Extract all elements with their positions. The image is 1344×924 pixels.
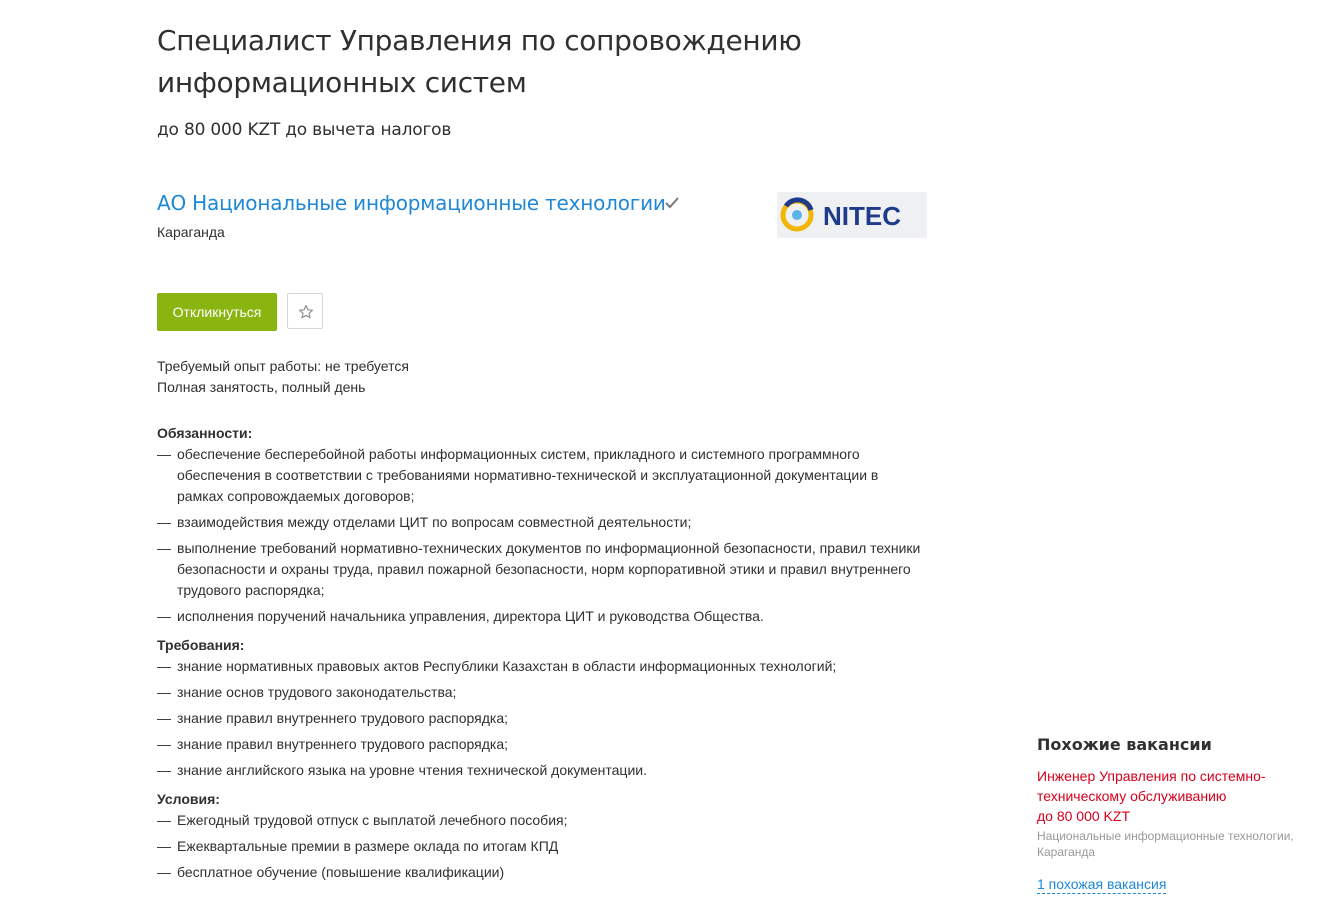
list-item: — знание нормативных правовых актов Республики Казахстан в области информационных технологий; — [157, 656, 927, 677]
employment-text: Полная занятость, полный день — [157, 379, 366, 395]
similar-vacancy-link[interactable]: Инженер Управления по системно-техническому обслуживанию — [1037, 768, 1266, 804]
list-item: — бесплатное обучение (повышение квалификации) — [157, 862, 927, 883]
vacancy-meta — [157, 356, 409, 398]
list-item: — знание правил внутреннего трудового распорядка; — [157, 734, 927, 755]
vacancy-title: Специалист Управления по сопровождению информационных систем — [157, 24, 802, 99]
list-item: — обеспечение бесперебойной работы информационных систем, прикладного и системного программного обеспечения в соответствии с требованиями нормативно-технической и эксплуатационной документации в рамках сопровождаемых договоров; — [157, 444, 927, 507]
company-city: Караганда — [157, 224, 225, 240]
more-similar-link[interactable]: 1 похожая вакансия — [1037, 876, 1167, 892]
star-icon — [298, 304, 314, 320]
logo-text: NITEC — [823, 201, 901, 231]
list-item: — знание правил внутреннего трудового распорядка; — [157, 708, 927, 729]
conditions-section — [157, 789, 927, 883]
similar-vacancies-title: Похожие вакансии — [1037, 735, 1212, 754]
list-item: — исполнения поручений начальника управления, директора ЦИТ и руководства Общества. — [157, 606, 927, 627]
conditions-title: Условия: — [157, 791, 220, 807]
duties-section — [157, 423, 927, 627]
list-item: — взаимодействия между отделами ЦИТ по вопросам совместной деятельности; — [157, 512, 927, 533]
favorite-button[interactable] — [287, 293, 323, 329]
requirements-section — [157, 635, 927, 781]
list-item: — знание английского языка на уровне чтения технической документации. — [157, 760, 927, 781]
requirements-title: Требования: — [157, 637, 245, 653]
vacancy-salary: до 80 000 KZT до вычета налогов — [157, 120, 452, 140]
similar-vacancy-company: Национальные информационные технологии, Караганда — [1037, 829, 1294, 859]
similar-vacancy-salary: до 80 000 KZT — [1037, 808, 1130, 824]
list-item: — выполнение требований нормативно-технических документов по информационной безопасности, правил техники безопасности и охраны труда, правил пожарной безопасности, норм корпоративной этики и правил внутреннего трудового распорядка; — [157, 538, 927, 601]
list-item: — Ежеквартальные премии в размере оклада по итогам КПД — [157, 836, 927, 857]
company-logo[interactable] — [777, 192, 927, 238]
vacancy-description — [157, 423, 927, 891]
list-item: — Ежегодный трудовой отпуск с выплатой лечебного пособия; — [157, 810, 927, 831]
duties-title: Обязанности: — [157, 425, 253, 441]
company-name-link[interactable]: АО Национальные информационные технологии — [157, 191, 666, 215]
experience-text: Требуемый опыт работы: не требуется — [157, 358, 409, 374]
respond-button[interactable]: Откликнуться — [157, 293, 277, 331]
similar-vacancies — [1037, 734, 1317, 894]
list-item: — знание основ трудового законодательства; — [157, 682, 927, 703]
check-icon — [664, 196, 680, 210]
